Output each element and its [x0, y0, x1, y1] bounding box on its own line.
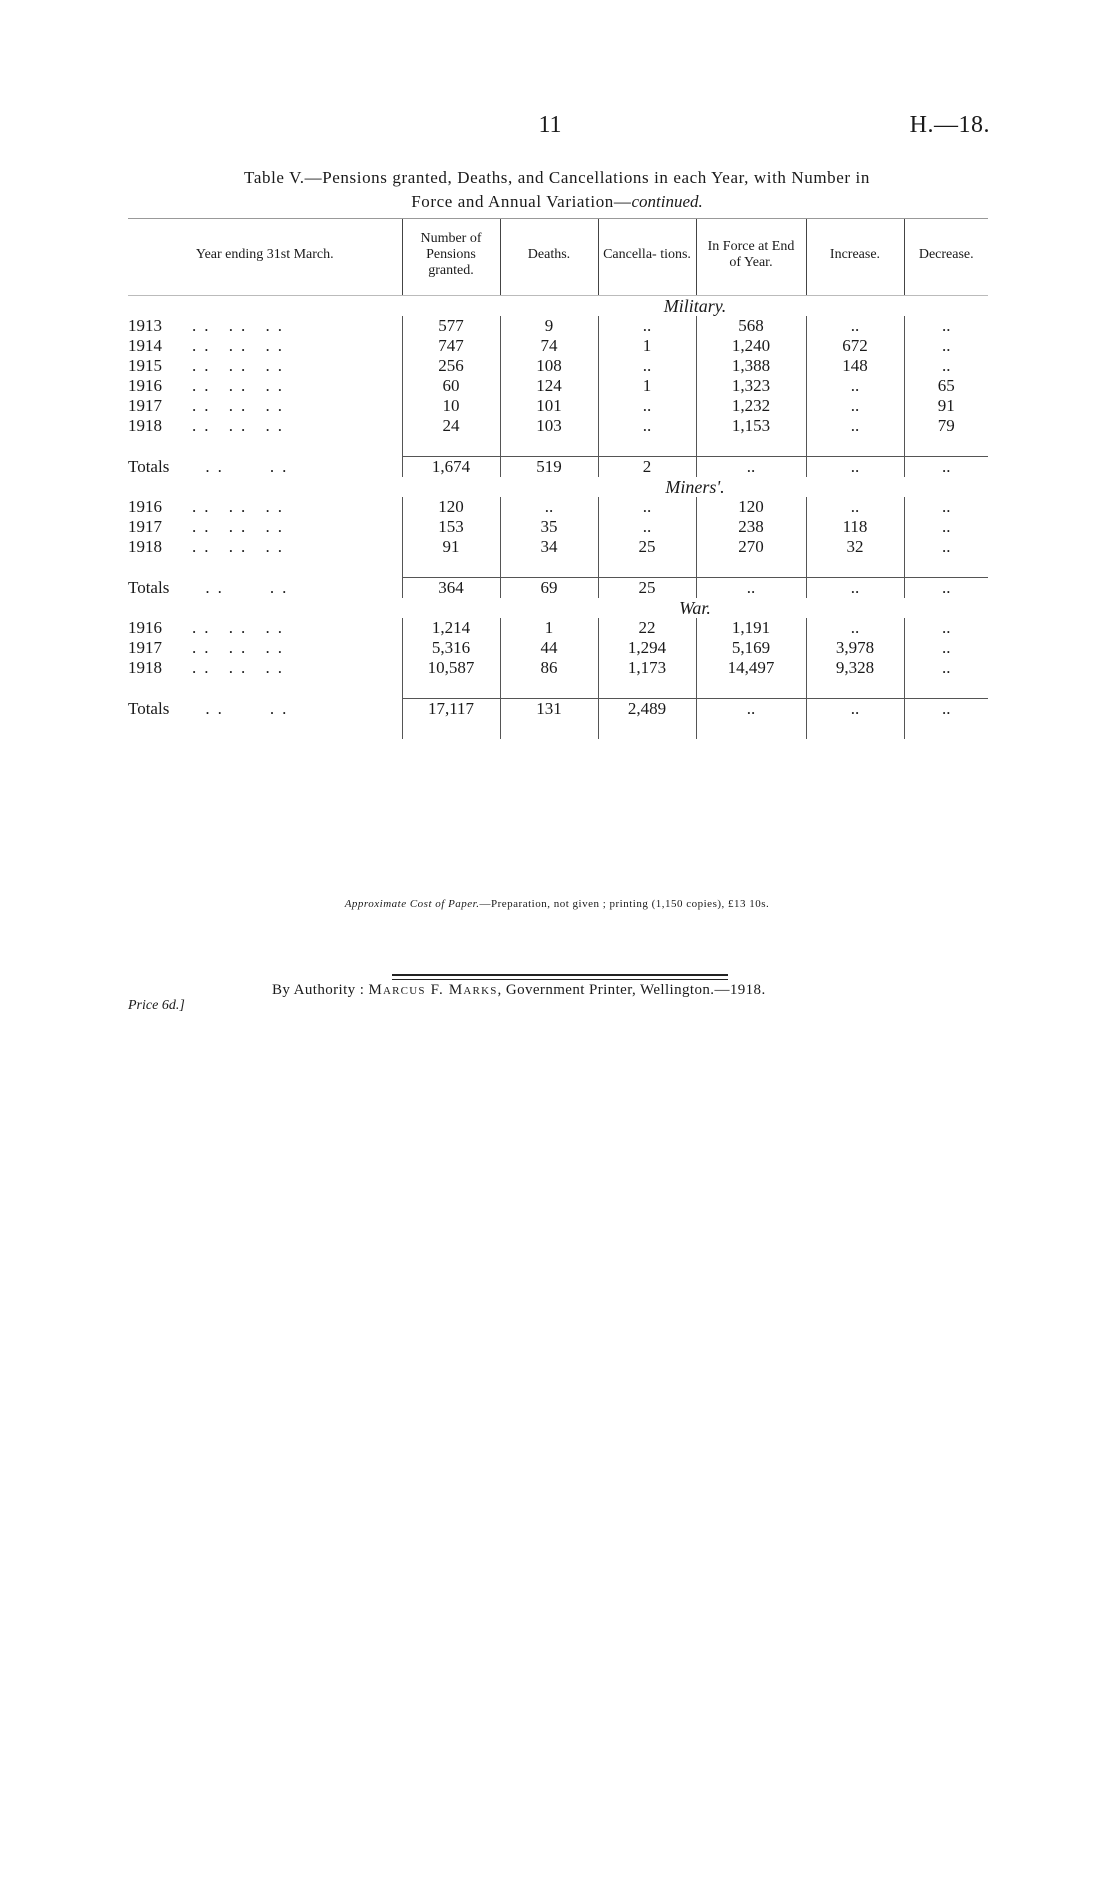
- cell-granted: 747: [402, 336, 500, 356]
- cell-granted: 256: [402, 356, 500, 376]
- row-year: 1916: [128, 376, 162, 395]
- cell-increase: 9,328: [806, 658, 904, 678]
- cell-granted: 10: [402, 396, 500, 416]
- row-year: 1916: [128, 497, 162, 516]
- section-heading-row: [128, 296, 988, 317]
- table-title-continued: continued.: [631, 192, 703, 211]
- table-title-line-2: [90, 190, 1024, 214]
- leader-dots: .. .. ..: [192, 517, 290, 536]
- document-reference: H.—18.: [909, 112, 990, 138]
- cell-deaths: 74: [500, 336, 598, 356]
- total-increase: ..: [806, 578, 904, 599]
- cell-decrease: ..: [904, 638, 988, 658]
- cell-in-force: 1,240: [696, 336, 806, 356]
- cell-increase: 118: [806, 517, 904, 537]
- totals-row: [128, 699, 988, 720]
- leader-dots: .. .. ..: [192, 497, 290, 516]
- leader-dots: ..: [269, 577, 295, 597]
- cell-deaths: 34: [500, 537, 598, 557]
- cell-in-force: 14,497: [696, 658, 806, 678]
- col-header-cancellations: Cancella- tions.: [598, 219, 696, 296]
- cell-cancellations: ..: [598, 396, 696, 416]
- cell-decrease: ..: [904, 537, 988, 557]
- cost-note: [0, 898, 1114, 910]
- section-label-miners: Miners'.: [665, 477, 725, 497]
- cell-in-force: 270: [696, 537, 806, 557]
- totals-row: [128, 457, 988, 478]
- total-increase: ..: [806, 699, 904, 720]
- cell-decrease: 65: [904, 376, 988, 396]
- table-row: [128, 356, 988, 376]
- row-year: 1918: [128, 537, 162, 556]
- price: Price 6d.]: [128, 998, 185, 1013]
- leader-dots: .. .. ..: [192, 537, 290, 556]
- cell-decrease: ..: [904, 658, 988, 678]
- cell-in-force: 1,388: [696, 356, 806, 376]
- cell-cancellations: 1,294: [598, 638, 696, 658]
- cell-decrease: ..: [904, 497, 988, 517]
- total-in-force: ..: [696, 699, 806, 720]
- footer-rule: [392, 979, 728, 980]
- cell-granted: 24: [402, 416, 500, 436]
- cell-increase: ..: [806, 376, 904, 396]
- leader-dots: .. .. ..: [192, 416, 290, 435]
- cell-granted: 91: [402, 537, 500, 557]
- footer-rule: [392, 974, 728, 976]
- total-deaths: 519: [500, 457, 598, 478]
- row-year: 1918: [128, 658, 162, 677]
- printer-authority: [272, 982, 766, 999]
- cell-in-force: 568: [696, 316, 806, 336]
- row-year: 1913: [128, 316, 162, 335]
- table-row: [128, 416, 988, 436]
- cell-cancellations: ..: [598, 316, 696, 336]
- cell-deaths: 108: [500, 356, 598, 376]
- row-year: 1917: [128, 396, 162, 415]
- leader-dots: ..: [269, 698, 295, 718]
- cell-in-force: 5,169: [696, 638, 806, 658]
- totals-label: Totals: [128, 577, 170, 597]
- totals-row: [128, 578, 988, 599]
- leader-dots: .. .. ..: [192, 396, 290, 415]
- leader-dots: ..: [205, 577, 230, 597]
- cell-cancellations: 1: [598, 376, 696, 396]
- cell-decrease: 91: [904, 396, 988, 416]
- total-cancellations: 2,489: [598, 699, 696, 720]
- leader-dots: ..: [269, 456, 295, 476]
- cell-deaths: 101: [500, 396, 598, 416]
- leader-dots: .. .. ..: [192, 618, 290, 637]
- leader-dots: ..: [205, 456, 230, 476]
- table-row: [128, 618, 988, 638]
- leader-dots: .. .. ..: [192, 376, 290, 395]
- section-heading-row: [128, 598, 988, 618]
- cell-granted: 60: [402, 376, 500, 396]
- total-granted: 364: [402, 578, 500, 599]
- cell-in-force: 1,232: [696, 396, 806, 416]
- col-header-granted: Number of Pensions granted.: [402, 219, 500, 296]
- table-row: [128, 336, 988, 356]
- cell-granted: 1,214: [402, 618, 500, 638]
- cell-decrease: ..: [904, 336, 988, 356]
- cell-decrease: ..: [904, 618, 988, 638]
- table-row: [128, 537, 988, 557]
- cell-granted: 10,587: [402, 658, 500, 678]
- row-year: 1917: [128, 517, 162, 536]
- table-header-row: [128, 219, 988, 296]
- row-year: 1917: [128, 638, 162, 657]
- cell-deaths: 44: [500, 638, 598, 658]
- cost-note-text: —Preparation, not given ; printing (1,150 copies), £13 10s.: [479, 898, 770, 910]
- cell-increase: 32: [806, 537, 904, 557]
- total-granted: 17,117: [402, 699, 500, 720]
- cell-deaths: 103: [500, 416, 598, 436]
- total-deaths: 131: [500, 699, 598, 720]
- cell-increase: ..: [806, 497, 904, 517]
- row-year: 1914: [128, 336, 162, 355]
- col-header-decrease: Decrease.: [904, 219, 988, 296]
- printer-name: Marcus F. Marks: [368, 982, 498, 998]
- total-decrease: ..: [904, 699, 988, 720]
- cell-deaths: 124: [500, 376, 598, 396]
- cell-increase: ..: [806, 618, 904, 638]
- section-label-military: Military.: [663, 296, 727, 316]
- total-deaths: 69: [500, 578, 598, 599]
- cell-decrease: 79: [904, 416, 988, 436]
- page-number: 11: [538, 112, 562, 138]
- total-increase: ..: [806, 457, 904, 478]
- row-year: 1918: [128, 416, 162, 435]
- cell-increase: 672: [806, 336, 904, 356]
- cell-increase: ..: [806, 316, 904, 336]
- table-row: [128, 638, 988, 658]
- table-row: [128, 396, 988, 416]
- col-header-in-force: In Force at End of Year.: [696, 219, 806, 296]
- col-header-year: Year ending 31st March.: [128, 219, 402, 296]
- table-title-line-1: Table V.—Pensions granted, Deaths, and Cancellations in each Year, with Number in: [244, 168, 870, 187]
- cell-in-force: 1,323: [696, 376, 806, 396]
- leader-dots: .. .. ..: [192, 356, 290, 375]
- table-row: [128, 658, 988, 678]
- leader-dots: .. .. ..: [192, 336, 290, 355]
- cell-granted: 120: [402, 497, 500, 517]
- total-decrease: ..: [904, 578, 988, 599]
- cell-increase: 148: [806, 356, 904, 376]
- cell-cancellations: 1: [598, 336, 696, 356]
- table-title: [90, 166, 1024, 214]
- total-granted: 1,674: [402, 457, 500, 478]
- cell-cancellations: 1,173: [598, 658, 696, 678]
- cell-deaths: 86: [500, 658, 598, 678]
- section-label-war: War.: [679, 598, 711, 618]
- leader-dots: .. .. ..: [192, 658, 290, 677]
- leader-dots: ..: [205, 698, 230, 718]
- row-year: 1915: [128, 356, 162, 375]
- cell-increase: ..: [806, 396, 904, 416]
- total-cancellations: 25: [598, 578, 696, 599]
- cell-granted: 577: [402, 316, 500, 336]
- total-decrease: ..: [904, 457, 988, 478]
- row-year: 1916: [128, 618, 162, 637]
- cost-note-label: Approximate Cost of Paper.: [344, 898, 480, 910]
- pensions-table: [128, 218, 988, 739]
- col-header-deaths: Deaths.: [500, 219, 598, 296]
- leader-dots: .. .. ..: [192, 638, 290, 657]
- table-row: [128, 497, 988, 517]
- cell-cancellations: ..: [598, 497, 696, 517]
- cell-increase: ..: [806, 416, 904, 436]
- table-row: [128, 316, 988, 336]
- totals-label: Totals: [128, 698, 170, 718]
- cell-increase: 3,978: [806, 638, 904, 658]
- cell-cancellations: 25: [598, 537, 696, 557]
- cell-decrease: ..: [904, 356, 988, 376]
- cell-cancellations: ..: [598, 416, 696, 436]
- cell-cancellations: ..: [598, 356, 696, 376]
- cell-in-force: 1,191: [696, 618, 806, 638]
- cell-granted: 153: [402, 517, 500, 537]
- table-row: [128, 517, 988, 537]
- leader-dots: .. .. ..: [192, 316, 290, 335]
- total-cancellations: 2: [598, 457, 696, 478]
- cell-decrease: ..: [904, 517, 988, 537]
- col-header-increase: Increase.: [806, 219, 904, 296]
- cell-in-force: 238: [696, 517, 806, 537]
- cell-deaths: 35: [500, 517, 598, 537]
- cell-decrease: ..: [904, 316, 988, 336]
- table-title-line-2-text: Force and Annual Variation—: [411, 192, 632, 211]
- cell-in-force: 1,153: [696, 416, 806, 436]
- authority-prefix: By Authority :: [272, 982, 365, 998]
- cell-granted: 5,316: [402, 638, 500, 658]
- cell-deaths: ..: [500, 497, 598, 517]
- total-in-force: ..: [696, 457, 806, 478]
- section-heading-row: [128, 477, 988, 497]
- total-in-force: ..: [696, 578, 806, 599]
- table-row: [128, 376, 988, 396]
- cell-deaths: 9: [500, 316, 598, 336]
- totals-label: Totals: [128, 456, 170, 476]
- cell-deaths: 1: [500, 618, 598, 638]
- cell-in-force: 120: [696, 497, 806, 517]
- cell-cancellations: ..: [598, 517, 696, 537]
- authority-suffix: , Government Printer, Wellington.—1918.: [497, 982, 766, 998]
- cell-cancellations: 22: [598, 618, 696, 638]
